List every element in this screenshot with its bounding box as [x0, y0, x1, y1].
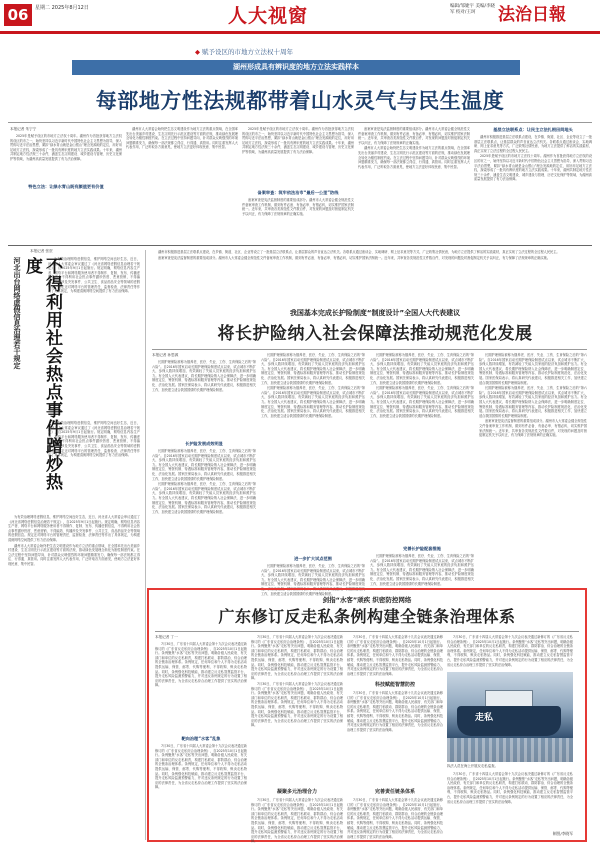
red-body-col4a: 7月30日，广东省十四届人大常委会第十九次会议表决通过新修订的《广东省反走私综合治理条例》，自2025年10月1日起施行。条例聚焦“水客”走私等突出问题，明确各级人民政府、有关部门和单位的反走私职责，构建打私联动、群防群治、综合治理的全链条治理体系。条例规定，任何单位和个人不得为走私活动提供运输、保管、邮寄、代购等便利，不得收购、贩卖走私物品。同时，条例强化科技赋能，推动建立反走私智慧监管平台，提升走私风险监测预警能力，并对违反条例规定的行为设置了相应的法律责任，为全省反走私综合治理工作提供了坚实的法治保障。	[447, 635, 573, 667]
page-number: 06	[4, 4, 32, 26]
mid-kicker: 我国基本完成长护险制度“制度设计”全国人大代表建议	[289, 309, 461, 317]
section-divider	[8, 245, 592, 246]
lead-subhead-1: 特色立法：让绿水青山既有颜值更有价值	[10, 184, 122, 190]
lead-byline: 本报记者 朱宁宁	[10, 127, 37, 131]
column-divider	[145, 250, 146, 840]
left-feature-byline: 本报记者 张贺	[30, 249, 53, 253]
highlighted-article	[147, 588, 587, 842]
left-feature-body-top: 为有效治理网络虚假信息，维护网络空间良好生态，近日，河北省人大常委会审议通过了《河北省网络虚假信息治理若干规定》，自2025年9月1日起施行。规定明确，网络信息内容生产者、网络平台和网络服务使用者不得制作、复制、发布、传播虚假信息，不得利用社会热点事件蹭炒热度、恶意营销，不得编造、传播涉及突发事件、公共卫生、食品药品安全等领域的虚假信息。规定还对网络平台的管理责任、监督检查、法律责任等作出了具体规定，为构建清朗网络空间提供了有力法治保障。	[48, 257, 140, 294]
left-feature-title: 不得利用社会热点事件蹭炒热度	[22, 257, 62, 491]
boat-hull	[457, 706, 561, 736]
mid-subhead-3: 完善长护险配套措施	[403, 546, 441, 551]
mid-title-rule	[152, 349, 587, 350]
mid-body-col1b: 长期护理保险被称为继养老、医疗、失业、工伤、生育保险之后的“第六险”。自2016年国家启动长期护理保险制度试点以来，试点城市不断扩大，参保人数持续增加，有效减轻了失能人员家庭的经济负担和照护压力。有全国人大代表建议，将长期护理保险纳入社会保障法，进一步明确制度定位、筹资机制、待遇标准和服务管理等内容，推动长护险制度规范化、法治化发展。国家医保局表示，将认真研究代表建议，积极推进相关工作，加快建立适合我国国情的长期护理保险制度。 长期护理保险被称为继养老、医疗、失业、工伤、生育保险之后的“第六险”。自2016年国家启动长期护理保险制度试点以来，试点城市不断扩大，参保人数持续增加，有效减轻了失能人员家庭的经济负担和照护压力。有全国人大代表建议，将长期护理保险纳入社会保障法，进一步明确制度定位、筹资机制、待遇标准和服务管理等内容，推动长护险制度规范化、法治化发展。国家医保局表示，将认真研究代表建议，积极推进相关工作，加快建立适合我国国情的长期护理保险制度。	[152, 449, 256, 514]
boat-wake	[447, 738, 573, 762]
patrol-boat-photo	[447, 672, 573, 762]
lead-subhead-2: 备案审查：筑牢依法治市“最后一公里”防线	[257, 190, 339, 195]
red-headline: 广东修订反走私条例构建全链条治理体系	[218, 607, 516, 626]
lead-headline: 每部地方性法规都带着山水灵气与民生温度	[95, 89, 505, 113]
newspaper-logo: 法治日報	[498, 5, 566, 25]
mid-upper-body: 湖州市积极推进基层立法联系点建设，在乡镇、街道、社区、企业等设立了一批基层立法联系点，让基层群众的声音直达立法机关。各联系点通过座谈会、实地调研、网上征求意见等方式，广泛收集社情民意，为地方立法提供了鲜活的实践素材，真正实现了立法过程的全过程人民民主。 备案审查是宪法监督制度的重要组成部分。湖州市人大常委会健全规范性文件备案审查工作机制，做到有件必备、有备必审、有错必纠，切实维护国家法制统一。近年来，共审查各类规范性文件数百件，对发现的问题及时督促制定机关予以纠正，有力保障了法规规章的正确实施。	[158, 250, 560, 260]
mid-body-col3b: 长期护理保险被称为继养老、医疗、失业、工伤、生育保险之后的“第六险”。自2016年国家启动长期护理保险制度试点以来，试点城市不断扩大，参保人数持续增加，有效减轻了失能人员家庭的经济负担和照护压力。有全国人大代表建议，将长期护理保险纳入社会保障法，进一步明确制度定位、筹资机制、待遇标准和服务管理等内容，推动长护险制度规范化、法治化发展。国家医保局表示，将认真研究代表建议，积极推进相关工作，加快建立适合我国国情的长期护理保险制度。	[370, 554, 474, 586]
mid-subhead-2: 进一步扩大试点范围	[294, 556, 332, 561]
left-feature	[8, 247, 142, 677]
red-kicker: 剑指“水客”顽疾 织密防控网络	[322, 596, 412, 604]
lead-body-col2: 湖州市人大常委会始终把生态文明建设作为地方立法的重点领域，在全国率先出台美丽乡村建设、生态文明先行示范区建设等方面的法规，推动绿色发展理念转化为刚性制度约束。在立法过程中坚持问题导向，针对群众反映强烈的环境问题精准发力，确保每一部法规都立得住、行得通、真管用。同时注重发挥人大代表作用，广泛听取各方面意见，使地方立法更好体现民意、集中民智。	[126, 127, 238, 150]
photo-caption: 执法人员在海上开展反走私巡查。	[447, 764, 498, 768]
lead-body-col3b: 备案审查是宪法监督制度的重要组成部分。湖州市人大常委会健全规范性文件备案审查工作机制，做到有件必备、有备必审、有错必纠，切实维护国家法制统一。近年来，共审查各类规范性文件数百件，对发现的问题及时督促制定机关予以纠正，有力保障了法规规章的正确实施。	[242, 198, 354, 216]
boat-hull-lettering: 走私	[475, 713, 494, 723]
editor-credits: 编辑/邹婕宇 美编/李晓军 校对/王珂	[450, 4, 495, 15]
topic-label: ◆ 赋予设区的市地方立法权十周年	[195, 48, 293, 56]
issue-date: 星期二 2025年8月12日	[35, 5, 89, 11]
left-feature-body-mid: 为有效治理网络虚假信息，维护网络空间良好生态，近日，河北省人大常委会审议通过了《河北省网络虚假信息治理若干规定》，自2025年9月1日起施行。规定明确，网络信息内容生产者、网络平台和网络服务使用者不得制作、复制、发布、传播虚假信息，不得利用社会热点事件蹭炒热度、恶意营销，不得编造、传播涉及突发事件、公共卫生、食品药品安全等领域的虚假信息。规定还对网络平台的管理责任、监督检查、法律责任等作出了具体规定，为构建清朗网络空间提供了有力法治保障。	[48, 421, 140, 458]
red-subhead-4: 完善责任链条体系	[374, 789, 415, 795]
red-body-col3b: 7月30日，广东省十四届人大常委会第十九次会议表决通过新修订的《广东省反走私综合治理条例》，自2025年10月1日起施行。条例聚焦“水客”走私等突出问题，明确各级人民政府、有关部门和单位的反走私职责，构建打私联动、群防群治、综合治理的全链条治理体系。条例规定，任何单位和个人不得为走私活动提供运输、保管、邮寄、代购等便利，不得收购、贩卖走私物品。同时，条例强化科技赋能，推动建立反走私智慧监管平台，提升走私风险监测预警能力，并对违反条例规定的行为设置了相应的法律责任，为全省反走私综合治理工作提供了坚实的法治保障。	[347, 691, 443, 732]
page-header	[0, 0, 600, 38]
red-title-rule	[155, 631, 579, 632]
red-body-col3a: 7月30日，广东省十四届人大常委会第十九次会议表决通过新修订的《广东省反走私综合治理条例》，自2025年10月1日起施行。条例聚焦“水客”走私等突出问题，明确各级人民政府、有关部门和单位的反走私职责，构建打私联动、群防群治、综合治理的全链条治理体系。条例规定，任何单位和个人不得为走私活动提供运输、保管、邮寄、代购等便利，不得收购、贩卖走私物品。同时，条例强化科技赋能，推动建立反走私智慧监管平台，提升走私风险监测预警能力，并对违反条例规定的行为设置了相应的法律责任，为全省反走私综合治理工作提供了坚实的法治保障。	[347, 635, 443, 676]
red-subhead-1: 靶向治理“水客”乱象	[181, 736, 221, 741]
lead-subhead-3: 基层立法联系点：让民主立法扎根田间地头	[493, 127, 573, 132]
mid-body-col2: 长期护理保险被称为继养老、医疗、失业、工伤、生育保险之后的“第六险”。自2016年国家启动长期护理保险制度试点以来，试点城市不断扩大，参保人数持续增加，有效减轻了失能人员家庭的经济负担和照护压力。有全国人大代表建议，将长期护理保险纳入社会保障法，进一步明确制度定位、筹资机制、待遇标准和服务管理等内容，推动长护险制度规范化、法治化发展。国家医保局表示，将认真研究代表建议，积极推进相关工作，加快建立适合我国国情的长期护理保险制度。 长期护理保险被称为继养老、医疗、失业、工伤、生育保险之后的“第六险”。自2016年国家启动长期护理保险制度试点以来，试点城市不断扩大，参保人数持续增加，有效减轻了失能人员家庭的经济负担和照护压力。有全国人大代表建议，将长期护理保险纳入社会保障法，进一步明确制度定位、筹资机制、待遇标准和服务管理等内容，推动长护险制度规范化、法治化发展。国家医保局表示，将认真研究代表建议，积极推进相关工作，加快建立适合我国国情的长期护理保险制度。	[261, 353, 365, 418]
red-body-col1b: 7月30日，广东省十四届人大常委会第十九次会议表决通过新修订的《广东省反走私综合治理条例》，自2025年10月1日起施行。条例聚焦“水客”走私等突出问题，明确各级人民政府、有关部门和单位的反走私职责，构建打私联动、群防群治、综合治理的全链条治理体系。条例规定，任何单位和个人不得为走私活动提供运输、保管、邮寄、代购等便利，不得收购、贩卖走私物品。同时，条例强化科技赋能，推动建立反走私智慧监管平台，提升走私风险监测预警能力，并对违反条例规定的行为设置了相应的法律责任，为全省反走私综合治理工作提供了坚实的法治保障。	[155, 744, 247, 790]
left-feature-subtitle: 河北出台网络虚假信息治理若干规定	[13, 257, 21, 369]
diamond-icon: ◆	[195, 48, 200, 56]
mid-byline: 本报记者 孙思源	[152, 353, 179, 357]
mid-body-col2b: 长期护理保险被称为继养老、医疗、失业、工伤、生育保险之后的“第六险”。自2016年国家启动长期护理保险制度试点以来，试点城市不断扩大，参保人数持续增加，有效减轻了失能人员家庭的经济负担和照护压力。有全国人大代表建议，将长期护理保险纳入社会保障法，进一步明确制度定位、筹资机制、待遇标准和服务管理等内容，推动长护险制度规范化、法治化发展。国家医保局表示，将认真研究代表建议，积极推进相关工作，加快建立适合我国国情的长期护理保险制度。	[261, 564, 365, 596]
mid-headline: 将长护险纳入社会保障法推动规范化发展	[217, 324, 533, 344]
graphic-credit: 制图/李晓军	[552, 831, 573, 836]
lead-body-col5: 湖州市积极推进基层立法联系点建设，在乡镇、街道、社区、企业等设立了一批基层立法联系点，让基层群众的声音直达立法机关。各联系点通过座谈会、实地调研、网上征求意见等方式，广泛收集社情民意，为地方立法提供了鲜活的实践素材，真正实现了立法过程的全过程人民民主。 2025年是赋予设区的市地方立法权十周年。湖州作为首批获得地方立法权的设区的市之一，始终坚持以习近平新时代中国特色社会主义思想为指导，深入贯彻习近平法治思想，紧扣“绿水青山就是金山银山”理念发源地的定位，用好用足地方立法权，探索形成了一批具有辨识度的地方立法实践成果。十年来，湖州共制定地方性法规三十余件，涵盖生态文明建设、城乡建设与管理、历史文化保护等领域，为湖州高质量发展提供了有力法治保障。	[474, 135, 592, 182]
lead-banner: 湖州形成具有辨识度的地方立法实践样本	[72, 60, 520, 75]
mid-subhead-1: 长护险发展成效明显	[185, 441, 223, 446]
red-body-col3c: 7月30日，广东省十四届人大常委会第十九次会议表决通过新修订的《广东省反走私综合治理条例》，自2025年10月1日起施行。条例聚焦“水客”走私等突出问题，明确各级人民政府、有关部门和单位的反走私职责，构建打私联动、群防群治、综合治理的全链条治理体系。条例规定，任何单位和个人不得为走私活动提供运输、保管、邮寄、代购等便利，不得收购、贩卖走私物品。同时，条例强化科技赋能，推动建立反走私智慧监管平台，提升走私风险监测预警能力，并对违反条例规定的行为设置了相应的法律责任，为全省反走私综合治理工作提供了坚实的法治保障。	[347, 798, 443, 839]
red-subhead-2: 凝聚多元治理合力	[276, 789, 317, 795]
red-body-col4b: 7月30日，广东省十四届人大常委会第十九次会议表决通过新修订的《广东省反走私综合治理条例》，自2025年10月1日起施行。条例聚焦“水客”走私等突出问题，明确各级人民政府、有关部门和单位的反走私职责，构建打私联动、群防群治、综合治理的全链条治理体系。条例规定，任何单位和个人不得为走私活动提供运输、保管、邮寄、代购等便利，不得收购、贩卖走私物品。同时，条例强化科技赋能，推动建立反走私智慧监管平台，提升走私风险监测预警能力，并对违反条例规定的行为设置了相应的法律责任，为全省反走私综合治理工作提供了坚实的法治保障。	[447, 772, 573, 804]
red-body-col2b: 7月30日，广东省十四届人大常委会第十九次会议表决通过新修订的《广东省反走私综合治理条例》，自2025年10月1日起施行。条例聚焦“水客”走私等突出问题，明确各级人民政府、有关部门和单位的反走私职责，构建打私联动、群防群治、综合治理的全链条治理体系。条例规定，任何单位和个人不得为走私活动提供运输、保管、邮寄、代购等便利，不得收购、贩卖走私物品。同时，条例强化科技赋能，推动建立反走私智慧监管平台，提升走私风险监测预警能力，并对违反条例规定的行为设置了相应的法律责任，为全省反走私综合治理工作提供了坚实的法治保障。	[251, 798, 343, 844]
section-title: 人大视窗	[228, 5, 309, 27]
left-feature-body-bottom: 为有效治理网络虚假信息，维护网络空间良好生态，近日，河北省人大常委会审议通过了《河北省网络虚假信息治理若干规定》，自2025年9月1日起施行。规定明确，网络信息内容生产者、网络平台和网络服务使用者不得制作、复制、发布、传播虚假信息，不得利用社会热点事件蹭炒热度、恶意营销，不得编造、传播涉及突发事件、公共卫生、食品药品安全等领域的虚假信息。规定还对网络平台的管理责任、监督检查、法律责任等作出了具体规定，为构建清朗网络空间提供了有力法治保障。 湖州市人大常委会始终把生态文明建设作为地方立法的重点领域，在全国率先出台美丽乡村建设、生态文明先行示范区建设等方面的法规，推动绿色发展理念转化为刚性制度约束。在立法过程中坚持问题导向，针对群众反映强烈的环境问题精准发力，确保每一部法规都立得住、行得通、真管用。同时注重发挥人大代表作用，广泛听取各方面意见，使地方立法更好体现民意、集中民智。	[8, 515, 140, 566]
lead-body-col1: 2025年是赋予设区的市地方立法权十周年。湖州作为首批获得地方立法权的设区的市之一，始终坚持以习近平新时代中国特色社会主义思想为指导，深入贯彻习近平法治思想，紧扣“绿水青山就是金山银山”理念发源地的定位，用好用足地方立法权，探索形成了一批具有辨识度的地方立法实践成果。十年来，湖州共制定地方性法规三十余件，涵盖生态文明建设、城乡建设与管理、历史文化保护等领域，为湖州高质量发展提供了有力法治保障。	[10, 134, 122, 161]
red-body-col2: 7月30日，广东省十四届人大常委会第十九次会议表决通过新修订的《广东省反走私综合治理条例》，自2025年10月1日起施行。条例聚焦“水客”走私等突出问题，明确各级人民政府、有关部门和单位的反走私职责，构建打私联动、群防群治、综合治理的全链条治理体系。条例规定，任何单位和个人不得为走私活动提供运输、保管、邮寄、代购等便利，不得收购、贩卖走私物品。同时，条例强化科技赋能，推动建立反走私智慧监管平台，提升走私风险监测预警能力，并对违反条例规定的行为设置了相应的法律责任，为全省反走私综合治理工作提供了坚实的法治保障。 7月30日，广东省十四届人大常委会第十九次会议表决通过新修订的《广东省反走私综合治理条例》，自2025年10月1日起施行。条例聚焦“水客”走私等突出问题，明确各级人民政府、有关部门和单位的反走私职责，构建打私联动、群防群治、综合治理的全链条治理体系。条例规定，任何单位和个人不得为走私活动提供运输、保管、邮寄、代购等便利，不得收购、贩卖走私物品。同时，条例强化科技赋能，推动建立反走私智慧监管平台，提升走私风险监测预警能力，并对违反条例规定的行为设置了相应的法律责任，为全省反走私综合治理工作提供了坚实的法治保障。	[251, 635, 343, 728]
red-body-col1a: 7月30日，广东省十四届人大常委会第十九次会议表决通过新修订的《广东省反走私综合治理条例》，自2025年10月1日起施行。条例聚焦“水客”走私等突出问题，明确各级人民政府、有关部门和单位的反走私职责，构建打私联动、群防群治、综合治理的全链条治理体系。条例规定，任何单位和个人不得为走私活动提供运输、保管、邮寄、代购等便利，不得收购、贩卖走私物品。同时，条例强化科技赋能，推动建立反走私智慧监管平台，提升走私风险监测预警能力，并对违反条例规定的行为设置了相应的法律责任，为全省反走私综合治理工作提供了坚实的法治保障。	[155, 642, 247, 688]
mid-body-col3: 长期护理保险被称为继养老、医疗、失业、工伤、生育保险之后的“第六险”。自2016年国家启动长期护理保险制度试点以来，试点城市不断扩大，参保人数持续增加，有效减轻了失能人员家庭的经济负担和照护压力。有全国人大代表建议，将长期护理保险纳入社会保障法，进一步明确制度定位、筹资机制、待遇标准和服务管理等内容，推动长护险制度规范化、法治化发展。国家医保局表示，将认真研究代表建议，积极推进相关工作，加快建立适合我国国情的长期护理保险制度。 长期护理保险被称为继养老、医疗、失业、工伤、生育保险之后的“第六险”。自2016年国家启动长期护理保险制度试点以来，试点城市不断扩大，参保人数持续增加，有效减轻了失能人员家庭的经济负担和照护压力。有全国人大代表建议，将长期护理保险纳入社会保障法，进一步明确制度定位、筹资机制、待遇标准和服务管理等内容，推动长护险制度规范化、法治化发展。国家医保局表示，将认真研究代表建议，积极推进相关工作，加快建立适合我国国情的长期护理保险制度。	[370, 353, 474, 418]
lead-body-col3a: 2025年是赋予设区的市地方立法权十周年。湖州作为首批获得地方立法权的设区的市之一，始终坚持以习近平新时代中国特色社会主义思想为指导，深入贯彻习近平法治思想，紧扣“绿水青山就是金山银山”理念发源地的定位，用好用足地方立法权，探索形成了一批具有辨识度的地方立法实践成果。十年来，湖州共制定地方性法规三十余件，涵盖生态文明建设、城乡建设与管理、历史文化保护等领域，为湖州高质量发展提供了有力法治保障。	[242, 127, 354, 154]
red-byline: 本报记者 丁一	[155, 635, 178, 639]
mid-body-col4: 长期护理保险被称为继养老、医疗、失业、工伤、生育保险之后的“第六险”。自2016年国家启动长期护理保险制度试点以来，试点城市不断扩大，参保人数持续增加，有效减轻了失能人员家庭的经济负担和照护压力。有全国人大代表建议，将长期护理保险纳入社会保障法，进一步明确制度定位、筹资机制、待遇标准和服务管理等内容，推动长护险制度规范化、法治化发展。国家医保局表示，将认真研究代表建议，积极推进相关工作，加快建立适合我国国情的长期护理保险制度。 长期护理保险被称为继养老、医疗、失业、工伤、生育保险之后的“第六险”。自2016年国家启动长期护理保险制度试点以来，试点城市不断扩大，参保人数持续增加，有效减轻了失能人员家庭的经济负担和照护压力。有全国人大代表建议，将长期护理保险纳入社会保障法，进一步明确制度定位、筹资机制、待遇标准和服务管理等内容，推动长护险制度规范化、法治化发展。国家医保局表示，将认真研究代表建议，积极推进相关工作，加快建立适合我国国情的长期护理保险制度。 备案审查是宪法监督制度的重要组成部分。湖州市人大常委会健全规范性文件备案审查工作机制，做到有件必备、有备必审、有错必纠，切实维护国家法制统一。近年来，共审查各类规范性文件数百件，对发现的问题及时督促制定机关予以纠正，有力保障了法规规章的正确实施。	[479, 353, 587, 438]
header-rule	[0, 31, 600, 34]
lead-title-rule	[8, 122, 592, 123]
red-subhead-3: 科技赋能智慧防控	[374, 682, 415, 688]
lead-body-col4: 备案审查是宪法监督制度的重要组成部分。湖州市人大常委会健全规范性文件备案审查工作机制，做到有件必备、有备必审、有错必纠，切实维护国家法制统一。近年来，共审查各类规范性文件数百件，对发现的问题及时督促制定机关予以纠正，有力保障了法规规章的正确实施。 湖州市人大常委会始终把生态文明建设作为地方立法的重点领域，在全国率先出台美丽乡村建设、生态文明先行示范区建设等方面的法规，推动绿色发展理念转化为刚性制度约束。在立法过程中坚持问题导向，针对群众反映强烈的环境问题精准发力，确保每一部法规都立得住、行得通、真管用。同时注重发挥人大代表作用，广泛听取各方面意见，使地方立法更好体现民意、集中民智。	[358, 127, 470, 169]
mid-body-col1a: 长期护理保险被称为继养老、医疗、失业、工伤、生育保险之后的“第六险”。自2016年国家启动长期护理保险制度试点以来，试点城市不断扩大，参保人数持续增加，有效减轻了失能人员家庭的经济负担和照护压力。有全国人大代表建议，将长期护理保险纳入社会保障法，进一步明确制度定位、筹资机制、待遇标准和服务管理等内容，推动长护险制度规范化、法治化发展。国家医保局表示，将认真研究代表建议，积极推进相关工作，加快建立适合我国国情的长期护理保险制度。	[152, 360, 256, 392]
